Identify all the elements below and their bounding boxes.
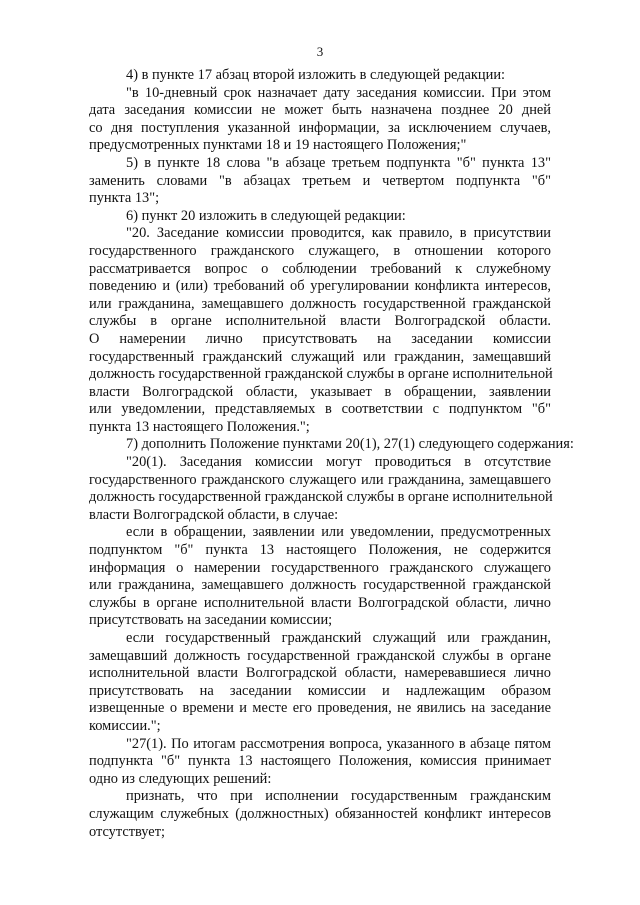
text-line: должность государственной гражданской службы в органе исполнительной: [89, 366, 553, 383]
text-line: подпунктом "б" пункта 13 настоящего Положения, не содержится: [89, 542, 551, 559]
text-line: "27(1). По итогам рассмотрения вопроса, указанного в абзаце пятом: [126, 735, 551, 752]
text-line: власти Волгоградской области, указывает в обращении, заявлении: [89, 383, 551, 400]
text-line: замещавший должность государственной гражданской службы в органе: [89, 647, 551, 664]
paragraph: [89, 436, 574, 454]
text-line: поведению и (или) требований об урегулировании конфликта интересов,: [89, 278, 551, 295]
text-line: присутствовать на заседании комиссии;: [89, 612, 333, 629]
text-line: предусмотренных пунктами 18 и 19 настоящего Положения;": [89, 137, 467, 154]
text-line: подпункта "б" пункта 13 настоящего Положения, комиссия принимает: [89, 753, 551, 770]
text-line: пункта 13";: [89, 190, 160, 207]
text-line: или уведомлении, представляемых в соответствии с подпунктом "б": [89, 401, 551, 418]
text-line: О намерении лично присутствовать на заседании комиссии: [89, 330, 551, 347]
text-line: дата заседания комиссии не может быть назначена позднее 20 дней: [89, 102, 551, 119]
text-line: государственный гражданский служащий или гражданин, замещавший: [89, 348, 551, 365]
text-line: "20. Заседание комиссии проводится, как правило, в присутствии: [126, 225, 551, 242]
text-line: служащим служебных (должностных) обязанностей конфликт интересов: [89, 805, 551, 822]
text-line: одно из следующих решений:: [89, 770, 272, 787]
text-line: "в 10-дневный срок назначает дату заседания комиссии. При этом: [126, 84, 551, 101]
text-line: присутствовать на заседании комиссии и надлежащим образом: [89, 682, 551, 699]
text-line: отсутствует;: [89, 823, 165, 840]
paragraph: [89, 85, 551, 155]
text-line: 6) пункт 20 изложить в следующей редакции:: [126, 207, 406, 224]
text-line: пункта 13 настоящего Положения.";: [89, 418, 310, 435]
text-line: 5) в пункте 18 слова "в абзаце третьем подпункта "б" пункта 13": [126, 154, 551, 171]
text-line: информация о намерении государственного гражданского служащего: [89, 559, 551, 576]
paragraph: [89, 225, 551, 436]
text-line: службы в органе исполнительной власти Волгоградской области.: [89, 313, 551, 330]
text-line: государственного гражданского служащего или гражданина, замещавшего: [89, 471, 551, 488]
paragraph: [89, 454, 551, 524]
text-line: если в обращении, заявлении или уведомлении, предусмотренных: [126, 524, 551, 541]
page-number: 3: [316, 44, 324, 59]
text-line: рассматривается вопрос о соблюдении требований к служебному: [89, 260, 551, 277]
text-line: комиссии.";: [89, 717, 161, 734]
text-line: со дня поступления указанной информации, за исключением случаев,: [89, 119, 551, 136]
text-line: извещенные о времени и месте его проведения, не явились на заседание: [89, 700, 551, 717]
paragraph: [89, 524, 551, 630]
text-line: заменить словами "в абзацах третьем и четвертом подпункта "б": [89, 172, 551, 189]
document-body: [89, 67, 574, 841]
text-line: службы в органе исполнительной власти Волгоградской области, лично: [89, 594, 551, 611]
paragraph: [89, 630, 551, 736]
paragraph: [89, 736, 551, 789]
text-line: власти Волгоградской области, в случае:: [89, 506, 339, 523]
text-line: "20(1). Заседания комиссии могут проводиться в отсутствие: [126, 454, 551, 471]
text-line: признать, что при исполнении государственным гражданским: [126, 788, 551, 805]
text-line: исполнительной власти Волгоградской области, намеревавшиеся лично: [89, 665, 551, 682]
paragraph: [89, 155, 551, 208]
paragraph: [89, 208, 551, 226]
paragraph: [89, 788, 551, 841]
paragraph: [89, 67, 551, 85]
text-line: 4) в пункте 17 абзац второй изложить в следующей редакции:: [126, 67, 506, 83]
text-line: если государственный гражданский служащий или гражданин,: [126, 630, 551, 646]
text-line: или гражданина, замещавшего должность государственной гражданской: [89, 577, 551, 594]
text-line: должность государственной гражданской службы в органе исполнительной: [89, 489, 553, 506]
text-line: или гражданина, замещавшего должность государственной гражданской: [89, 295, 551, 312]
text-line: 7) дополнить Положение пунктами 20(1), 27(1) следующего содержания:: [126, 436, 574, 453]
text-line: государственного гражданского служащего, в отношении которого: [89, 242, 551, 259]
